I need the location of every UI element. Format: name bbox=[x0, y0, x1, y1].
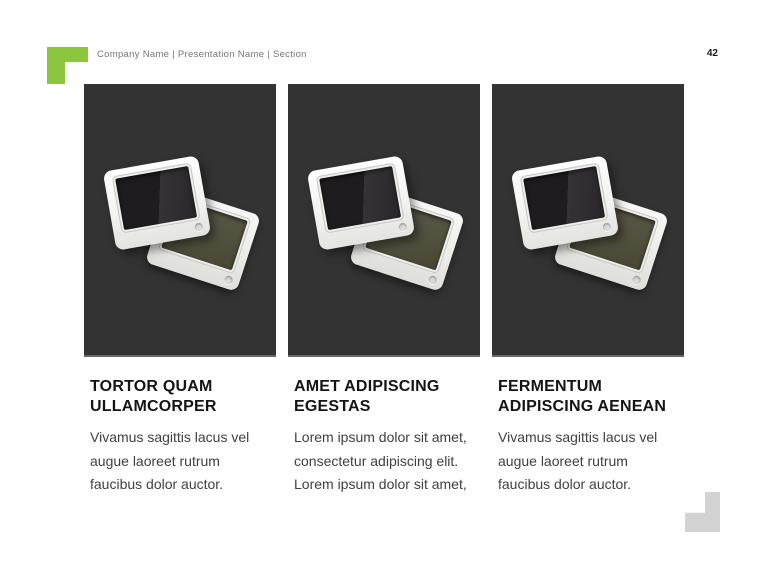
card-title: FERMENTUM ADIPISCING AENEAN bbox=[498, 378, 667, 415]
slide-window bbox=[523, 166, 605, 230]
photo-slides-icon bbox=[313, 163, 455, 279]
card-body: Lorem ipsum dolor sit amet, consectetur adipiscing elit. Lorem ipsum dolor sit amet, bbox=[294, 429, 467, 492]
slide-notch bbox=[602, 222, 611, 231]
card-title: AMET ADIPISCING EGESTAS bbox=[294, 378, 440, 415]
breadcrumb: Company Name | Presentation Name | Section bbox=[97, 49, 307, 60]
card-body: Vivamus sagittis lacus vel augue laoreet rutrum faucibus dolor auctor. bbox=[498, 429, 658, 492]
card bbox=[492, 84, 684, 497]
card-image-panel bbox=[288, 84, 480, 357]
top-left-accent-shape bbox=[47, 47, 88, 84]
photo-slides-icon bbox=[517, 163, 659, 279]
slide-notch bbox=[632, 274, 642, 284]
slide-mount-front bbox=[307, 155, 415, 250]
card-image-panel bbox=[84, 84, 276, 357]
slide-window bbox=[319, 166, 401, 230]
card bbox=[288, 84, 480, 497]
card bbox=[84, 84, 276, 497]
slide-notch bbox=[428, 274, 438, 284]
slide-notch bbox=[398, 222, 407, 231]
bottom-right-accent-shape bbox=[685, 492, 720, 532]
card-image-panel bbox=[492, 84, 684, 357]
slide-mount-front bbox=[511, 155, 619, 250]
slide-notch bbox=[194, 222, 203, 231]
card-row bbox=[84, 84, 684, 497]
card-body: Vivamus sagittis lacus vel augue laoreet rutrum faucibus dolor auctor. bbox=[90, 429, 250, 492]
slide-notch bbox=[224, 274, 234, 284]
photo-slides-icon bbox=[109, 163, 251, 279]
slide-window bbox=[115, 166, 197, 230]
card-title: TORTOR QUAM ULLAMCORPER bbox=[90, 378, 217, 415]
slide-mount-front bbox=[103, 155, 211, 250]
page-number: 42 bbox=[706, 48, 718, 59]
